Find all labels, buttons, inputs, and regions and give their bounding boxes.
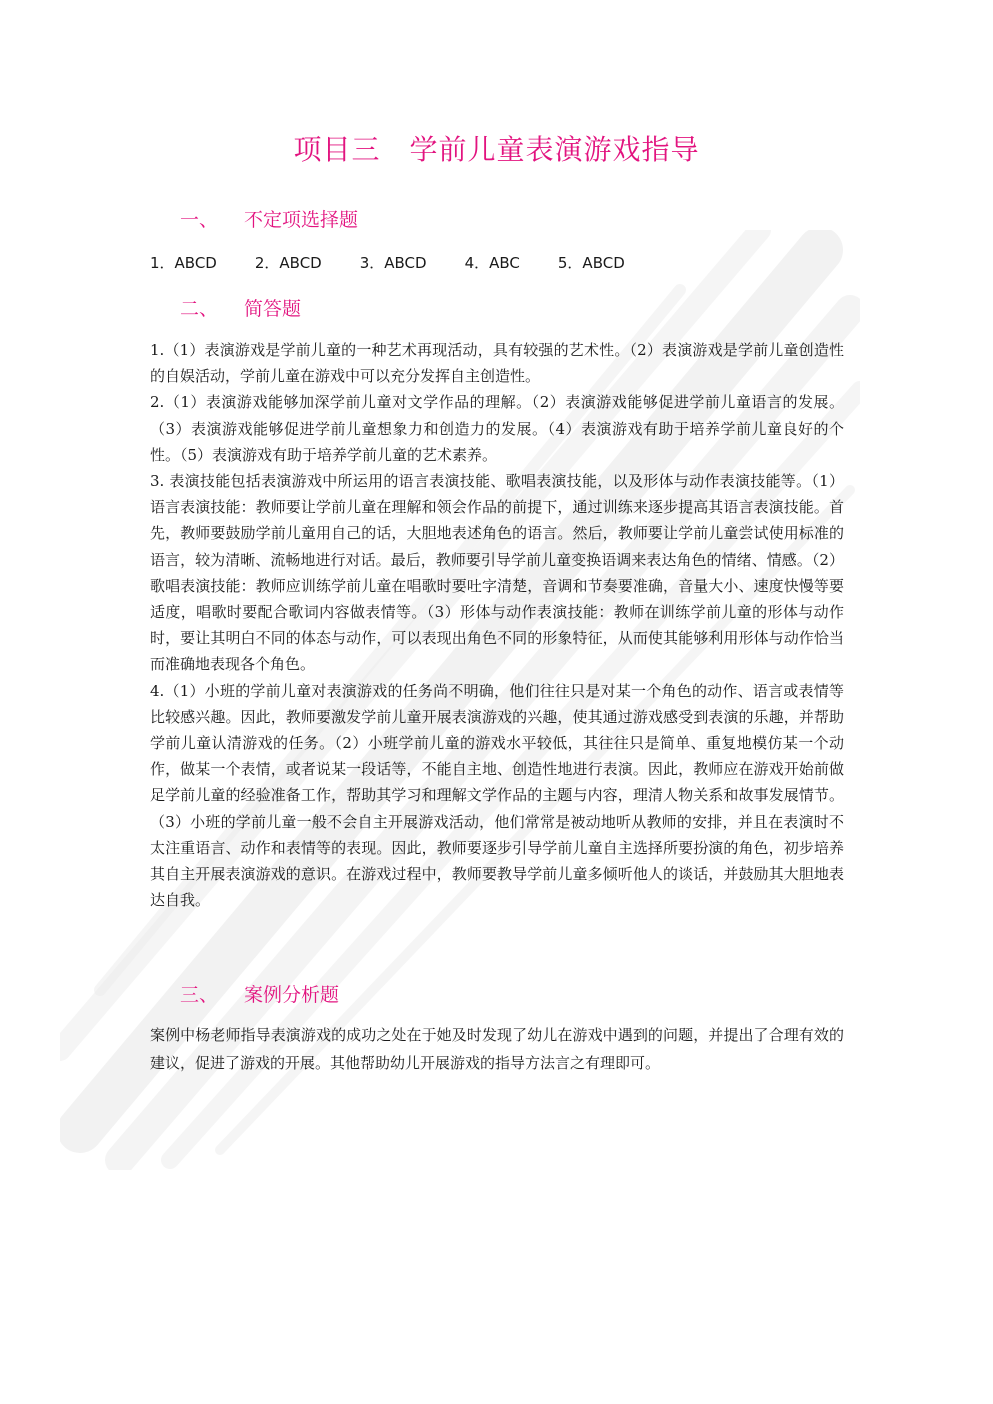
section-title: 简答题 (244, 298, 302, 320)
section-heading-choice (180, 205, 358, 232)
section-title: 案例分析题 (244, 984, 340, 1006)
case-answer-block (150, 1021, 844, 1077)
short-answer-paragraph: 1.（1）表演游戏是学前儿童的一种艺术再现活动，具有较强的艺术性。（2）表演游戏是学前儿童创造性的自娱活动，学前儿童在游戏中可以充分发挥自主创造性。 (150, 341, 844, 386)
section-title: 不定项选择题 (244, 209, 359, 231)
choice-answer: 5．ABCD (557, 254, 625, 272)
section-heading-short-answer (180, 294, 301, 321)
section-heading-case-analysis (180, 980, 339, 1007)
choice-answer: 1．ABCD (150, 254, 217, 272)
choice-answer: 2．ABCD (254, 254, 322, 272)
case-answer-paragraph: 案例中杨老师指导表演游戏的成功之处在于她及时发现了幼儿在游戏中遇到的问题，并提出了合理有效的建议，促进了游戏的开展。其他帮助幼儿开展游戏的指导方法言之有理即可。 (150, 1026, 844, 1072)
short-answer-paragraph: 4.（1）小班的学前儿童对表演游戏的任务尚不明确，他们往往只是对某一个角色的动作、语言或表情等比较感兴趣。因此，教师要激发学前儿童开展表演游戏的兴趣，使其通过游戏感受到表演的乐趣，并帮助学前儿童认清游戏的任务。（2）小班学前儿童的游戏水平较低，其往往只是简单、重复地模仿某一个动作，做某一个表情，或者说某一段话等，不能自主地、创造性地进行表演。因此，教师应在游戏开始前做足学前儿童的经验准备工作，帮助其学习和理解文学作品的主题与内容，理清人物关系和故事发展情节。（3）小班的学前儿童一般不会自主开展游戏活动，他们常常是被动地听从教师的安排，并且在表演时不太注重语言、动作和表情等的表现。因此，教师要逐步引导学前儿童自主选择所要扮演的角色，初步培养其自主开展表演游戏的意识。在游戏过程中，教师要教导学前儿童多倾听他人的谈话，并鼓励其大胆地表达自我。 (150, 681, 844, 910)
short-answer-paragraph: 3. 表演技能包括表演游戏中所运用的语言表演技能、歌唱表演技能，以及形体与动作表演技能等。（1）语言表演技能：教师要让学前儿童在理解和领会作品的前提下，通过训练来逐步提高其语言表演技能。首先，教师要鼓励学前儿童用自己的话，大胆地表述角色的语言。然后，教师要让学前儿童尝试使用标准的语言，较为清晰、流畅地进行对话。最后，教师要引导学前儿童变换语调来表达角色的情绪、情感。（2）歌唱表演技能：教师应训练学前儿童在唱歌时要吐字清楚，音调和节奏要准确，音量大小、速度快慢等要适度，唱歌时要配合歌词内容做表情等。（3）形体与动作表演技能：教师在训练学前儿童的形体与动作时，要让其明白不同的体态与动作，可以表现出角色不同的形象特征，从而使其能够利用形体与动作恰当而准确地表现各个角色。 (150, 472, 844, 674)
short-answer-paragraph: 2.（1）表演游戏能够加深学前儿童对文学作品的理解。（2）表演游戏能够促进学前儿童语言的发展。（3）表演游戏能够促进学前儿童想象力和创造力的发展。（4）表演游戏有助于培养学前儿童良好的个性。（5）表演游戏有助于培养学前儿童的艺术素养。 (150, 393, 844, 464)
choice-answer-list (150, 252, 663, 273)
section-number: 二、 (180, 298, 219, 320)
section-number: 一、 (180, 209, 219, 231)
short-answer-block (150, 337, 844, 913)
choice-answer: 3．ABCD (359, 254, 427, 272)
choice-answer: 4．ABC (464, 254, 520, 272)
page-title: 项目三 学前儿童表演游戏指导 (293, 133, 700, 166)
section-number: 三、 (180, 984, 219, 1006)
